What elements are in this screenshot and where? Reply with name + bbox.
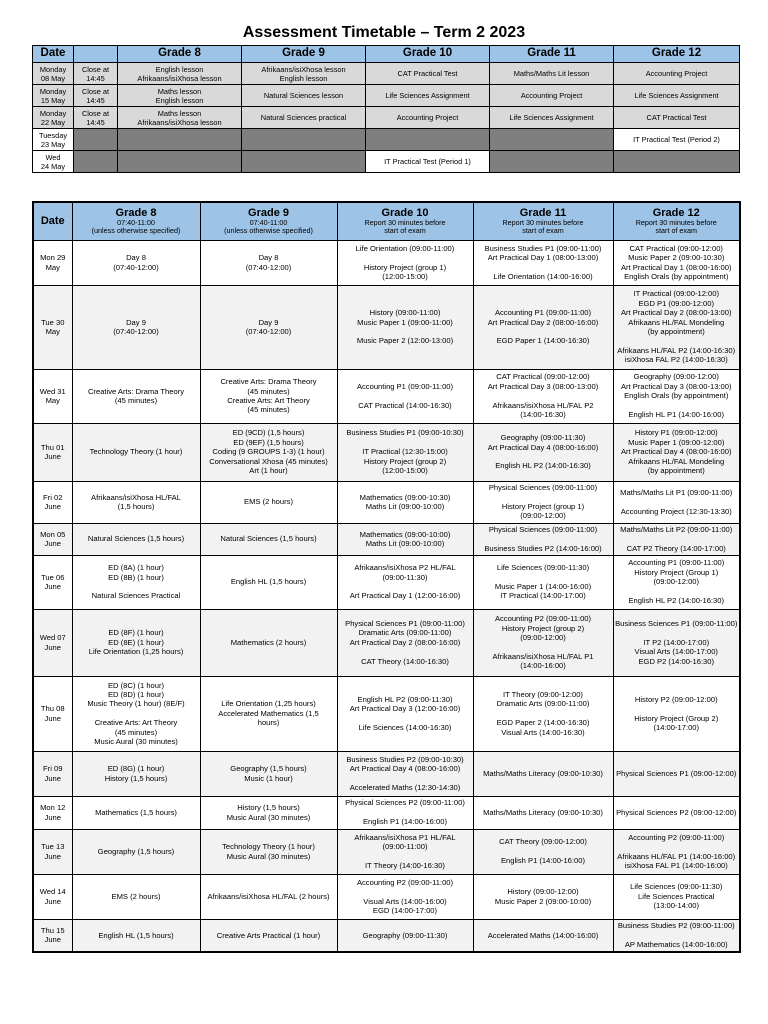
table-cell: Maths/Maths Lit lesson — [490, 63, 614, 85]
table-row — [33, 63, 740, 85]
exam-cell: Accelerated Maths (14:00-16:00) — [473, 919, 613, 952]
exam-cell: ED (8A) (1 hour) ED (8B) (1 hour) Natural Sciences Practical — [72, 555, 200, 609]
grade-header — [613, 202, 740, 240]
exam-cell: Accounting P1 (09:00-11:00) Art Practical Day 2 (08:00-16:00) EGD Paper 1 (14:00-16:30) — [473, 285, 613, 369]
date-cell: Monday 15 May — [33, 85, 74, 107]
report-note: Report 30 minutes before start of exam — [364, 217, 446, 236]
exam-cell: Maths/Maths Lit P2 (09:00-11:00) CAT P2 Theory (14:00-17:00) — [613, 523, 740, 555]
exam-cell: Life Orientation (09:00-11:00) History Project (group 1) (12:00-15:00) — [337, 240, 473, 285]
exam-cell: IT Practical (09:00-12:00) EGD P1 (09:00-12:00) Art Practical Day 2 (08:00-13:00) Afrikaans HL/FAL Mondeling (by appointment) Afrikaans HL/FAL P2 (14:00-16:30) isiXhosa FAL P2 (14:00-16:30) — [613, 285, 740, 369]
table-row — [33, 751, 740, 796]
table-cell: Life Sciences Assignment — [490, 107, 614, 129]
table-row — [33, 555, 740, 609]
exam-cell: Physical Sciences P2 (09:00-11:00) English P1 (14:00-16:00) — [337, 796, 473, 829]
exam-cell: Physical Sciences (09:00-11:00) Business Studies P2 (14:00-16:00) — [473, 523, 613, 555]
table-cell — [490, 129, 614, 151]
exam-cell: English HL P2 (09:00-11:30) Art Practical Day 3 (12:00-16:00) Life Sciences (14:00-16:30) — [337, 676, 473, 751]
table-cell — [74, 151, 118, 173]
table-cell: Close at 14:45 — [74, 85, 118, 107]
exam-cell: English HL (1,5 hours) — [200, 555, 337, 609]
date-cell: Mon 05 June — [33, 523, 72, 555]
table-row — [33, 285, 740, 369]
exam-cell: Geography (09:00-12:00) Art Practical Day 3 (08:00-13:00) English Orals (by appointment) English HL P1 (14:00-16:00) — [613, 369, 740, 423]
exam-cell: Technology Theory (1 hour) — [72, 423, 200, 481]
date-cell: Wed 14 June — [33, 874, 72, 919]
exam-cell: Creative Arts: Drama Theory (45 minutes) — [72, 369, 200, 423]
grade-header — [200, 202, 337, 240]
exam-cell: IT Theory (09:00-12:00) Dramatic Arts (09:00-11:00) EGD Paper 2 (14:00-16:30) Visual Arts (14:00-16:30) — [473, 676, 613, 751]
page-title: Assessment Timetable – Term 2 2023 — [242, 24, 526, 41]
report-note: Report 30 minutes before start of exam — [635, 217, 717, 236]
date-cell: Mon 12 June — [33, 796, 72, 829]
table-row — [33, 107, 740, 129]
date-cell: Thu 01 June — [33, 423, 72, 481]
exam-cell: ED (8C) (1 hour) ED (8D) (1 hour) Music Theory (1 hour) (8E/F) Creative Arts: Art Theory (45 minutes) Music Aural (30 minutes) — [72, 676, 200, 751]
date-cell: Thu 08 June — [33, 676, 72, 751]
table-row — [33, 423, 740, 481]
column-header: Grade 9 — [242, 46, 366, 63]
exam-cell: Afrikaans/isiXhosa P2 HL/FAL (09:00-11:30) Art Practical Day 1 (12:00-16:00) — [337, 555, 473, 609]
exam-cell: Maths/Maths Literacy (09:00-10:30) — [473, 751, 613, 796]
table-cell: Life Sciences Assignment — [614, 85, 740, 107]
table-cell: IT Practical Test (Period 1) — [366, 151, 490, 173]
table-row — [33, 151, 740, 173]
exam-cell: Geography (1,5 hours) — [72, 829, 200, 874]
exam-cell: Afrikaans/isiXhosa HL/FAL (1,5 hours) — [72, 481, 200, 523]
report-note: Report 30 minutes before start of exam — [502, 217, 584, 236]
exam-cell: Accounting P1 (09:00-11:00) History Project (Group 1) (09:00-12:00) English HL P2 (14:00-16:30) — [613, 555, 740, 609]
table-cell: Afrikaans/isiXhosa lesson English lesson — [242, 63, 366, 85]
exam-cell: History (09:00-12:00) Music Paper 2 (09:00-10:00) — [473, 874, 613, 919]
table-cell — [74, 129, 118, 151]
grade-header — [473, 202, 613, 240]
exam-cell: EMS (2 hours) — [200, 481, 337, 523]
exam-cell: Geography (1,5 hours) Music (1 hour) — [200, 751, 337, 796]
grade-header — [337, 202, 473, 240]
table-row — [33, 240, 740, 285]
exam-cell: CAT Theory (09:00-12:00) English P1 (14:00-16:00) — [473, 829, 613, 874]
table-cell: Natural Sciences practical — [242, 107, 366, 129]
table-cell: Life Sciences Assignment — [366, 85, 490, 107]
exam-cell: ED (8F) (1 hour) ED (8E) (1 hour) Life Orientation (1,25 hours) — [72, 609, 200, 676]
table-cell — [242, 151, 366, 173]
table-row — [33, 609, 740, 676]
grade-name: Grade 11 — [519, 206, 567, 219]
table-cell: Maths lesson Afrikaans/isiXhosa lesson — [118, 107, 242, 129]
exam-cell: ED (8G) (1 hour) History (1,5 hours) — [72, 751, 200, 796]
date-cell: Fri 09 June — [33, 751, 72, 796]
exam-cell: Accounting P1 (09:00-11:00) CAT Practical (14:00-16:30) — [337, 369, 473, 423]
grade-name: Grade 12 — [652, 206, 700, 219]
exam-cell: Accounting P2 (09:00-11:00) History Project (group 2) (09:00-12:00) Afrikaans/isiXhosa HL/FAL P1 (14:00-16:00) — [473, 609, 613, 676]
exam-cell: Physical Sciences (09:00-11:00) History Project (group 1) (09:00-12:00) — [473, 481, 613, 523]
table-cell — [242, 129, 366, 151]
date-cell: Mon 29 May — [33, 240, 72, 285]
exam-cell: Geography (09:00-11:30) Art Practical Day 4 (08:00-16:00) English HL P2 (14:00-16:30) — [473, 423, 613, 481]
exam-cell: Day 8 (07:40-12:00) — [200, 240, 337, 285]
table-cell — [614, 151, 740, 173]
grade-header — [72, 202, 200, 240]
column-header: Date — [33, 46, 74, 63]
exam-cell: Maths/Maths Lit P1 (09:00-11:00) Accounting Project (12:30-13:30) — [613, 481, 740, 523]
date-cell: Monday 08 May — [33, 63, 74, 85]
exam-cell: Day 9 (07:40-12:00) — [200, 285, 337, 369]
column-header: Grade 10 — [366, 46, 490, 63]
exam-cell: Life Sciences (09:00-11:30) Life Sciences Practical (13:00-14:00) — [613, 874, 740, 919]
exam-cell: Mathematics (09:00-10:00) Maths Lit (09:00-10:00) — [337, 523, 473, 555]
exam-cell: ED (9CD) (1,5 hours) ED (9EF) (1,5 hours) Coding (9 GROUPS 1-3) (1 hour) Conversational Xhosa (45 minutes) Art (1 hour) — [200, 423, 337, 481]
exam-cell: Afrikaans/isiXhosa P1 HL/FAL (09:00-11:00) IT Theory (14:00-16:30) — [337, 829, 473, 874]
table-cell: IT Practical Test (Period 2) — [614, 129, 740, 151]
date-cell: Monday 22 May — [33, 107, 74, 129]
table-cell — [490, 151, 614, 173]
exam-cell: CAT Practical (09:00-12:00) Music Paper 2 (09:00-10:30) Art Practical Day 1 (08:00-16:00) English Orals (by appointment) — [613, 240, 740, 285]
exam-cell: Physical Sciences P2 (09:00-12:00) — [613, 796, 740, 829]
column-header: Grade 11 — [490, 46, 614, 63]
exam-cell: Natural Sciences (1,5 hours) — [72, 523, 200, 555]
exam-cell: Business Studies P2 (09:00-10:30) Art Practical Day 4 (08:00-16:00) Accelerated Maths (12:30-14:30) — [337, 751, 473, 796]
table-row — [33, 129, 740, 151]
table-cell: Accounting Project — [614, 63, 740, 85]
date-header: Date — [33, 202, 72, 240]
exam-cell: Accounting P2 (09:00-11:00) Afrikaans HL/FAL P1 (14:00-16:00) isiXhosa FAL P1 (14:00-16:00) — [613, 829, 740, 874]
exam-cell: Natural Sciences (1,5 hours) — [200, 523, 337, 555]
exam-cell: Business Sciences P1 (09:00-11:00) IT P2 (14:00-17:00) Visual Arts (14:00-17:00) EGD P2 (14:00-16:30) — [613, 609, 740, 676]
table-row — [33, 523, 740, 555]
table-cell: CAT Practical Test — [366, 63, 490, 85]
exam-cell: Creative Arts Practical (1 hour) — [200, 919, 337, 952]
exam-timetable-table — [32, 201, 741, 953]
table-cell: CAT Practical Test — [614, 107, 740, 129]
table-cell: Close at 14:45 — [74, 63, 118, 85]
exam-cell: History (09:00-11:00) Music Paper 1 (09:00-11:00) Music Paper 2 (12:00-13:00) — [337, 285, 473, 369]
table-cell — [118, 129, 242, 151]
exam-cell: Business Studies P1 (09:00-11:00) Art Practical Day 1 (08:00-13:00) Life Orientation (14:00-16:00) — [473, 240, 613, 285]
date-cell: Tue 06 June — [33, 555, 72, 609]
exam-cell: Business Studies P2 (09:00-11:00) AP Mathematics (14:00-16:00) — [613, 919, 740, 952]
exam-cell: CAT Practical (09:00-12:00) Art Practical Day 3 (08:00-13:00) Afrikaans/isiXhosa HL/FAL P2 (14:00-16:30) — [473, 369, 613, 423]
exam-cell: Life Sciences (09:00-11:30) Music Paper 1 (14:00-16:00) IT Practical (14:00-17:00) — [473, 555, 613, 609]
table-row — [33, 796, 740, 829]
grade-name: Grade 8 — [115, 206, 157, 219]
table-row — [33, 676, 740, 751]
table-cell: Close at 14:45 — [74, 107, 118, 129]
column-header — [74, 46, 118, 63]
exam-cell: English HL (1,5 hours) — [72, 919, 200, 952]
table-cell: Accounting Project — [366, 107, 490, 129]
exam-cell: Mathematics (09:00-10:30) Maths Lit (09:00-10:00) — [337, 481, 473, 523]
table-cell — [366, 129, 490, 151]
exam-cell: EMS (2 hours) — [72, 874, 200, 919]
weekly-lessons-table — [32, 45, 740, 173]
table-row — [33, 369, 740, 423]
date-cell: Wed 07 June — [33, 609, 72, 676]
date-cell: Wed 31 May — [33, 369, 72, 423]
exam-cell: Mathematics (1,5 hours) — [72, 796, 200, 829]
date-cell: Thu 15 June — [33, 919, 72, 952]
exam-cell: History (1,5 hours) Music Aural (30 minutes) — [200, 796, 337, 829]
report-note: 07:40-11:00 (unless otherwise specified) — [91, 217, 181, 236]
date-cell: Tue 30 May — [33, 285, 72, 369]
table-cell — [118, 151, 242, 173]
table-row — [33, 481, 740, 523]
table-row — [33, 829, 740, 874]
exam-cell: Life Orientation (1,25 hours) Accelerated Mathematics (1,5 hours) — [200, 676, 337, 751]
exam-cell: Creative Arts: Drama Theory (45 minutes) Creative Arts: Art Theory (45 minutes) — [200, 369, 337, 423]
exam-cell: Business Studies P1 (09:00-10:30) IT Practical (12:30-15:00) History Project (group 2) (12:00-15:00) — [337, 423, 473, 481]
exam-cell: Technology Theory (1 hour) Music Aural (30 minutes) — [200, 829, 337, 874]
column-header: Grade 12 — [614, 46, 740, 63]
table-cell: Natural Sciences lesson — [242, 85, 366, 107]
exam-cell: Mathematics (2 hours) — [200, 609, 337, 676]
grade-name: Grade 10 — [381, 206, 429, 219]
exam-cell: Afrikaans/isiXhosa HL/FAL (2 hours) — [200, 874, 337, 919]
table-cell: English lesson Afrikaans/isiXhosa lesson — [118, 63, 242, 85]
exam-cell: Accounting P2 (09:00-11:00) Visual Arts (14:00-16:00) EGD (14:00-17:00) — [337, 874, 473, 919]
date-cell: Wed 24 May — [33, 151, 74, 173]
exam-cell: Geography (09:00-11:30) — [337, 919, 473, 952]
table-row — [33, 85, 740, 107]
table-row — [33, 919, 740, 952]
date-cell: Fri 02 June — [33, 481, 72, 523]
exam-cell: Physical Sciences P1 (09:00-11:00) Dramatic Arts (09:00-11:00) Art Practical Day 2 (08:00-16:00) CAT Theory (14:00-16:30) — [337, 609, 473, 676]
exam-cell: Day 8 (07:40-12:00) — [72, 240, 200, 285]
exam-cell: Maths/Maths Literacy (09:00-10:30) — [473, 796, 613, 829]
grade-name: Grade 9 — [248, 206, 289, 219]
exam-cell: History P2 (09:00-12:00) History Project (Group 2) (14:00-17:00) — [613, 676, 740, 751]
table-cell: Maths lesson English lesson — [118, 85, 242, 107]
table-row — [33, 874, 740, 919]
exam-cell: Physical Sciences P1 (09:00-12:00) — [613, 751, 740, 796]
date-cell: Tue 13 June — [33, 829, 72, 874]
exam-cell: History P1 (09:00-12:00) Music Paper 1 (09:00-12:00) Art Practical Day 4 (08:00-16:00) Afrikaans HL/FAL Mondeling (by appointment) — [613, 423, 740, 481]
column-header: Grade 8 — [118, 46, 242, 63]
report-note: 07:40-11:00 (unless otherwise specified) — [224, 217, 313, 236]
table-cell: Accounting Project — [490, 85, 614, 107]
exam-cell: Day 9 (07:40-12:00) — [72, 285, 200, 369]
date-cell: Tuesday 23 May — [33, 129, 74, 151]
